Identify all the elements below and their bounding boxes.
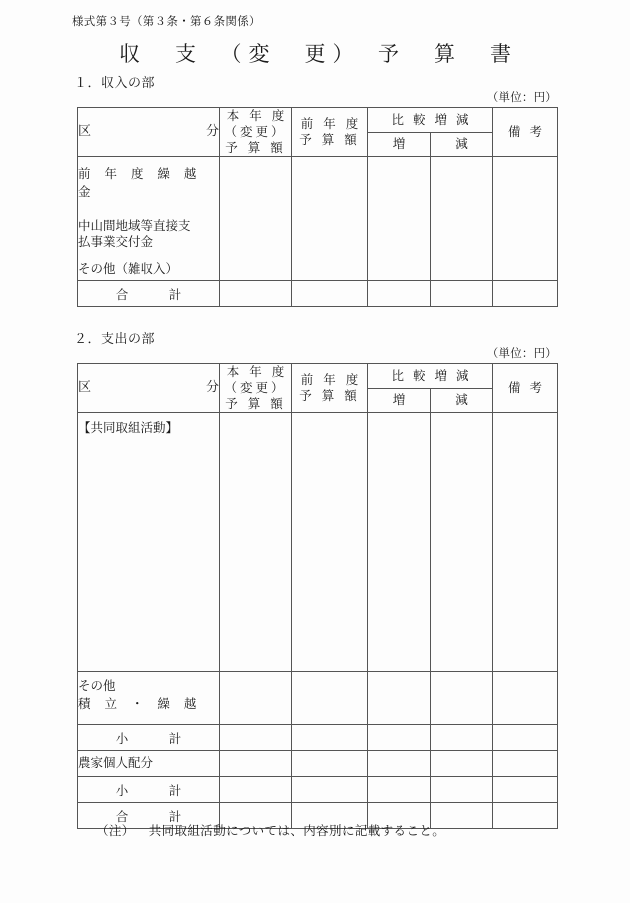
income-total-label: 合 計 — [78, 281, 220, 307]
column-header-remarks: 備考 — [493, 364, 558, 413]
expenditure-total-label: 合 計 — [78, 803, 220, 829]
expenditure-farmer-current-year[interactable] — [220, 751, 292, 777]
current-year-line2: （変更） — [224, 380, 287, 395]
expenditure-subtotal-row-2 — [78, 777, 558, 803]
income-label-carryover: 前 年 度 繰 越 金 — [78, 166, 202, 200]
expenditure-other-decrease[interactable] — [431, 672, 493, 725]
income-cell-increase[interactable] — [368, 157, 431, 281]
column-header-current-year — [220, 364, 292, 413]
expenditure-table-header-row — [78, 364, 558, 389]
income-label-subsidy-line2: 払事業交付金 — [78, 233, 154, 249]
current-year-line2: （変更） — [224, 124, 287, 139]
prev-year-line1: 前 年 度 — [300, 116, 362, 131]
spacer — [78, 201, 219, 218]
expenditure-joint-prev-year[interactable] — [292, 413, 368, 672]
table-row — [78, 751, 558, 777]
foot-note-text: 共同取組活動については、内容別に記載すること。 — [148, 823, 446, 838]
current-year-line3: 予 算 額 — [225, 396, 286, 411]
income-cell-decrease[interactable] — [431, 157, 493, 281]
income-total-current-year[interactable] — [220, 281, 292, 307]
column-header-increase: 増 — [368, 388, 431, 413]
column-header-kubun-left: 区 — [78, 379, 206, 395]
expenditure-subtotal-1-prev-year[interactable] — [292, 725, 368, 751]
section-heading-expenditure: ２．支出の部 — [74, 332, 156, 347]
expenditure-subtotal-1-decrease[interactable] — [431, 725, 493, 751]
expenditure-joint-decrease[interactable] — [431, 413, 493, 672]
income-cell-current-year[interactable] — [220, 157, 292, 281]
expenditure-subtotal-1-label: 小 計 — [78, 725, 220, 751]
income-cell-remarks[interactable] — [493, 157, 558, 281]
column-header-current-year — [220, 108, 292, 157]
income-total-decrease[interactable] — [431, 281, 493, 307]
column-header-kubun-right: 分 — [205, 123, 219, 139]
expenditure-subtotal-2-label: 小 計 — [78, 777, 220, 803]
expenditure-subtotal-2-current-year[interactable] — [220, 777, 292, 803]
prev-year-line2: 予 算 額 — [299, 388, 360, 403]
income-row-labels — [78, 157, 220, 281]
expenditure-subtotal-1-remarks[interactable] — [493, 725, 558, 751]
expenditure-farmer-label: 農家個人配分 — [78, 751, 220, 777]
current-year-line1: 本 年 度 — [226, 108, 288, 123]
expenditure-joint-increase[interactable] — [368, 413, 431, 672]
income-total-prev-year[interactable] — [292, 281, 368, 307]
income-total-remarks[interactable] — [493, 281, 558, 307]
column-header-kubun-left: 区 — [78, 123, 206, 139]
expenditure-subtotal-2-prev-year[interactable] — [292, 777, 368, 803]
column-header-prev-year — [292, 364, 368, 413]
page-title: 収 支 （変 更） 予 算 書 — [119, 42, 518, 66]
table-row — [78, 672, 558, 725]
expenditure-other-line2: 積 立 ・ 繰 越 — [78, 696, 202, 712]
expenditure-subtotal-1-increase[interactable] — [368, 725, 431, 751]
expenditure-other-current-year[interactable] — [220, 672, 292, 725]
expenditure-other-remarks[interactable] — [493, 672, 558, 725]
expenditure-other-increase[interactable] — [368, 672, 431, 725]
expenditure-farmer-increase[interactable] — [368, 751, 431, 777]
income-label-subsidy-line1: 中山間地域等直接支 — [78, 218, 191, 234]
expenditure-joint-current-year[interactable] — [220, 413, 292, 672]
current-year-line3: 予 算 額 — [225, 140, 286, 155]
column-header-decrease: 減 — [431, 132, 493, 157]
table-row — [78, 413, 558, 672]
expenditure-total-remarks[interactable] — [493, 803, 558, 829]
form-number: 様式第３号（第３条・第６条関係） — [72, 14, 261, 28]
income-total-row — [78, 281, 558, 307]
expenditure-other-line1: その他 — [78, 678, 116, 693]
column-header-remarks: 備考 — [493, 108, 558, 157]
expenditure-subtotal-2-decrease[interactable] — [431, 777, 493, 803]
income-label-other: その他（雑収入） — [78, 260, 179, 276]
unit-note-income: （単位：円） — [486, 90, 557, 104]
expenditure-farmer-prev-year[interactable] — [292, 751, 368, 777]
column-header-kubun-right: 分 — [205, 379, 219, 395]
expenditure-farmer-decrease[interactable] — [431, 751, 493, 777]
income-table — [77, 107, 558, 307]
column-header-increase: 増 — [368, 132, 431, 157]
table-row — [78, 157, 558, 281]
column-header-comparison: 比較増減 — [368, 364, 493, 389]
expenditure-other-prev-year[interactable] — [292, 672, 368, 725]
column-header-kubun — [78, 364, 220, 413]
prev-year-line2: 予 算 額 — [299, 132, 360, 147]
expenditure-subtotal-row-1 — [78, 725, 558, 751]
income-table-header-row — [78, 108, 558, 133]
expenditure-subtotal-2-remarks[interactable] — [493, 777, 558, 803]
expenditure-other-label — [78, 672, 220, 725]
expenditure-subtotal-2-increase[interactable] — [368, 777, 431, 803]
unit-note-expenditure: （単位：円） — [486, 346, 557, 360]
income-cell-prev-year[interactable] — [292, 157, 368, 281]
expenditure-joint-remarks[interactable] — [493, 413, 558, 672]
income-total-increase[interactable] — [368, 281, 431, 307]
expenditure-farmer-remarks[interactable] — [493, 751, 558, 777]
foot-note — [96, 821, 445, 839]
spacer — [78, 249, 219, 260]
expenditure-subtotal-1-current-year[interactable] — [220, 725, 292, 751]
column-header-decrease: 減 — [431, 388, 493, 413]
section-heading-income: １．収入の部 — [74, 76, 156, 91]
column-header-prev-year — [292, 108, 368, 157]
column-header-comparison: 比較増減 — [368, 108, 493, 133]
current-year-line1: 本 年 度 — [226, 364, 288, 379]
foot-note-label: （注） — [96, 823, 135, 838]
prev-year-line1: 前 年 度 — [300, 372, 362, 387]
expenditure-joint-activity-label: 【共同取組活動】 — [78, 413, 220, 672]
expenditure-table — [77, 363, 558, 829]
column-header-kubun — [78, 108, 220, 157]
